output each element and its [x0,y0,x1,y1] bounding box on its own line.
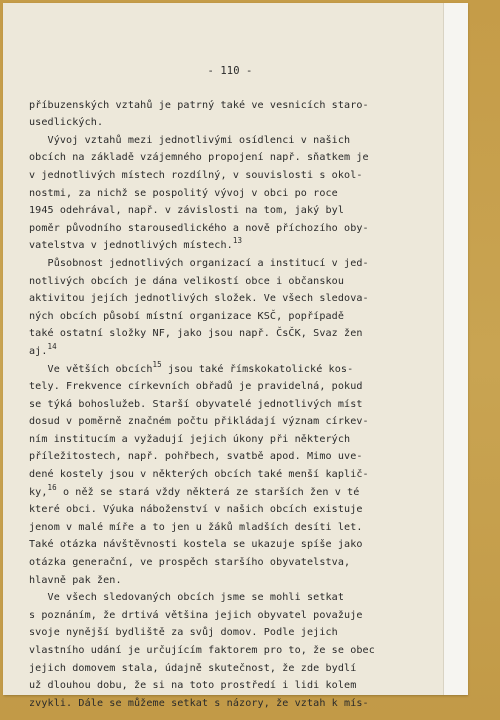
text-line [29,624,437,642]
line-text: notlivých obcích je dána velikostí obce i občanskou [29,275,345,287]
text-body [29,63,437,712]
line-text: dosud v poměrně značném počtu přikládají význam církev- [29,416,369,428]
line-text: Vývoj vztahů mezi jednotlivými osídlenci v našich [29,134,351,146]
text-line [29,642,437,660]
line-text: hlavně pak žen. [29,574,122,586]
text-line [29,273,437,291]
text-line [29,343,437,361]
paragraph [29,97,437,132]
text-line [29,501,437,519]
line-text: zvykli. Dále se můžeme setkat s názory, že vztah k mís- [29,697,369,709]
text-line [29,536,437,554]
line-text: se týká bohoslužeb. Starší obyvatelé jednotlivých míst [29,398,363,410]
text-line [29,677,437,695]
text-line [29,660,437,678]
paragraph [29,132,437,255]
line-text: vatelstva v jednotlivých místech. [29,240,233,252]
text-line [29,695,437,713]
document-page [3,3,467,709]
line-text: v jednotlivých místech rozdílný, v souvislosti s okol- [29,169,363,181]
text-line [29,448,437,466]
page-number: - 110 - [207,65,253,77]
text-line [29,484,437,502]
line-text: které obci. Výuka náboženství v našich obcích existuje [29,504,363,516]
line-text: jenom v malé míře a to jen u žáků mladších desíti let. [29,521,363,533]
text-line [29,185,437,203]
text-line [29,220,437,238]
line-text: tely. Frekvence církevních obřadů je pravidelná, pokud [29,381,363,393]
line-text: také ostatní složky NF, jako jsou např. ČsČK, Svaz žen [29,328,363,340]
text-line [29,607,437,625]
footnote-marker: 13 [232,236,243,246]
line-text: ním institucím a vyžadují jejich úkony při některých [29,433,351,445]
line-text: s poznáním, že drtivá většina jejich obyvatel považuje [29,609,363,621]
line-text: ných obcích působí místní organizace KSČ, popřípadě [29,310,345,322]
text-line [29,519,437,537]
text-line [29,361,437,379]
line-text: příbuzenských vztahů je patrný také ve vesnicích staro- [29,99,369,111]
text-line [29,202,437,220]
line-text: aj. [29,345,48,357]
text-line [29,413,437,431]
line-text: ky, [29,486,48,498]
line-text: 1945 odehrával, např. v závislosti na tom, jaký byl [29,205,345,217]
line-text: otázka generační, ve prospěch staršího obyvatelstva, [29,557,351,569]
line-text: jejich domovem stala, údajně skutečnost, že zde bydlí [29,662,357,674]
paragraph [29,589,437,712]
line-text: svoje nynější bydliště za svůj domov. Podle jejich [29,627,338,639]
line-text: poměr původního starousedlického a nově příchozího oby- [29,222,369,234]
paragraphs [29,97,437,713]
line-text-after: o něž se stará vždy některá ze starších žen v té [56,486,360,498]
line-text: příležitostech, např. pohřbech, svatbě apod. Mimo uve- [29,451,363,463]
line-text-after: jsou také římskokatolické kos- [161,363,354,375]
line-text: nostmi, za nichž se pospolitý vývoj v obci po roce [29,187,338,199]
line-text: obcích na základě vzájemného propojení např. sňatkem je [29,152,369,164]
text-line [29,431,437,449]
text-line [29,554,437,572]
text-line [29,589,437,607]
footnote-marker: 15 [152,359,162,369]
line-text: usedlických. [29,117,104,129]
text-line [29,378,437,396]
line-text: dené kostely jsou v některých obcích také menší kaplič- [29,469,369,481]
paragraph [29,361,437,590]
text-line [29,325,437,343]
text-line [29,572,437,590]
line-text: Ve větších obcích [29,363,153,375]
line-text: už dlouhou dobu, že si na toto prostředí i lidi kolem [29,680,357,692]
text-line [29,290,437,308]
text-line [29,167,437,185]
text-line [29,97,437,115]
line-text: Působnost jednotlivých organizací a institucí v jed- [29,257,369,269]
text-line [29,255,437,273]
text-line [29,149,437,167]
footnote-marker: 16 [47,482,57,492]
text-line [29,114,437,132]
line-text: Také otázka návštěvnosti kostela se ukazuje spíše jako [29,539,363,551]
text-line [29,466,437,484]
line-text: Ve všech sledovaných obcích jsme se mohli setkat [29,592,345,604]
text-line [29,308,437,326]
text-line [29,132,437,150]
text-line [29,396,437,414]
text-line [29,237,437,255]
line-text: vlastního udání je určujícím faktorem pro to, že se obec [29,645,375,656]
page-edge [443,3,468,695]
paragraph [29,255,437,361]
footnote-marker: 14 [47,341,57,351]
line-text: aktivitou jejích jednotlivých složek. Ve všech sledova- [29,293,369,305]
